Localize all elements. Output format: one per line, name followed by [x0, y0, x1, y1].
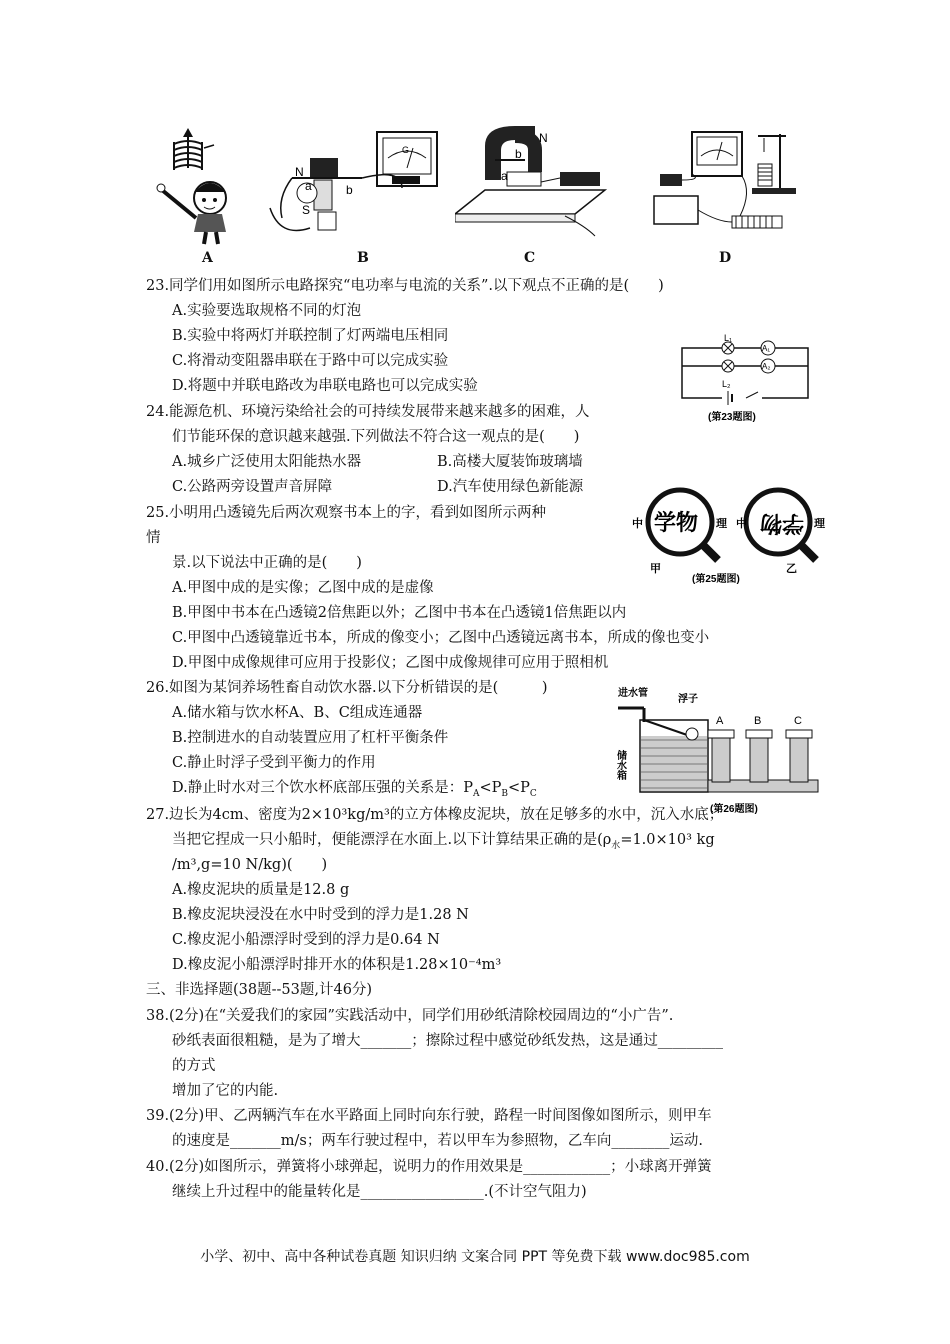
page-footer: 小学、初中、高中各种试卷真题 知识归纳 文案合同 PPT 等免费下载 www.doc985.com [200, 1249, 750, 1265]
q25-left-magnified-text: 学物 [654, 510, 699, 535]
q25-right-inverted-text: 学物 [759, 511, 804, 536]
q26-water-feeder-diagram [614, 680, 836, 816]
q23-option-c: C.将滑动变阻器串联在于路中可以完成实验 [172, 353, 449, 369]
q25-right-small-1: 中 [736, 518, 747, 530]
q24-option-b: B.高楼大厦装饰玻璃墙 [437, 454, 583, 470]
q27-line3: /m³,g=10 N/kg)( ) [172, 857, 328, 873]
q23-option-a: A.实验要选取规格不同的灯泡 [172, 303, 362, 319]
q25-right-small-2: 理 [814, 518, 825, 530]
section-3-heading: 三、非选择题(38题--53题,计46分) [146, 982, 373, 998]
q26-label-cup-c: C [794, 715, 802, 727]
q27-rho-subscript: 水 [611, 840, 621, 851]
q23-figure-caption: (第23题图) [708, 412, 756, 423]
q26-option-a: A.储水箱与饮水杯A、B、C组成连通器 [172, 705, 423, 721]
q25-left-small-2: 理 [716, 518, 727, 530]
q40-line2: 继续上升过程中的能量转化是_________________.(不计空气阻力) [172, 1184, 587, 1200]
q25-left-small-1: 中 [632, 518, 643, 530]
q26-label-inlet: 进水管 [618, 688, 648, 699]
figure-c-letter-n: N [539, 131, 548, 145]
figure-b-letter-a: a [305, 179, 312, 193]
q23-circuit-diagram [678, 332, 818, 424]
q38-line2: 砂纸表面很粗糙，是为了增大_______；擦除过程中感觉砂纸发热，这是通过_________ [172, 1033, 723, 1049]
q27-option-a: A.橡皮泥块的质量是12.8 g [172, 882, 350, 898]
q25-option-c: C.甲图中凸透镜靠近书本，所成的像变小；乙图中凸透镜远离书本，所成的像也变小 [172, 630, 710, 646]
q24-option-d: D.汽车使用绿色新能源 [437, 479, 584, 495]
q23-label-l1: L₁ [724, 333, 733, 343]
q27-option-d: D.橡皮泥小船漂浮时排开水的体积是1.28×10⁻⁴m³ [172, 957, 502, 973]
figure-c-motor [455, 126, 625, 241]
q25-figure-caption: (第25题图) [692, 574, 740, 584]
q24-stem-line1: 24.能源危机、环境污染给社会的可持续发展带来越来越多的困难，人 [146, 404, 590, 420]
q23-option-b: B.实验中将两灯并联控制了灯两端电压相同 [172, 328, 449, 344]
q38-line4: 增加了它的内能. [172, 1083, 279, 1099]
q25-label-yi: 乙 [786, 563, 797, 575]
figure-a-solenoid [148, 128, 248, 246]
figure-a-label: A [202, 250, 213, 266]
q25-option-b: B.甲图中书本在凸透镜2倍焦距以外；乙图中书本在凸透镜1倍焦距以内 [172, 605, 627, 621]
q24-option-c: C.公路两旁设置声音屏障 [172, 479, 333, 495]
svg-text:G: G [402, 145, 410, 155]
q26-label-float: 浮子 [678, 694, 698, 705]
figure-b-label: B [357, 250, 369, 266]
q23-stem: 23.同学们用如图所示电路探究“电功率与电流的关系”.以下观点不正确的是( ) [146, 278, 664, 294]
q25-stem-line2: 情 [146, 530, 161, 546]
q23-option-d: D.将题中并联电路改为串联电路也可以完成实验 [172, 378, 478, 394]
figure-b-letter-b: b [346, 183, 353, 197]
q26-option-b: B.控制进水的自动装置应用了杠杆平衡条件 [172, 730, 449, 746]
q27-option-b: B.橡皮泥块浸没在水中时受到的浮力是1.28 N [172, 907, 469, 923]
q26-label-cup-a: A [716, 715, 724, 727]
q26-option-d-sub-c: C [529, 788, 537, 799]
figure-c-letter-a: a [501, 169, 508, 183]
q26-label-tank: 储水箱 [614, 750, 626, 780]
q24-stem-line2: 们节能环保的意识越来越强.下列做法不符合这一观点的是( ) [172, 429, 580, 445]
q24-option-a: A.城乡广泛使用太阳能热水器 [172, 454, 362, 470]
q25-option-d: D.甲图中成像规律可应用于投影仪；乙图中成像规律可应用于照相机 [172, 655, 609, 671]
q23-label-a2: A₂ [762, 362, 771, 371]
q26-label-cup-b: B [754, 715, 762, 727]
q26-option-c: C.静止时浮子受到平衡力的作用 [172, 755, 376, 771]
q27-line1: 27.边长为4cm、密度为2×10³kg/m³的立方体橡皮泥块，放在足够多的水中，沉入水底； [146, 807, 724, 823]
q39-line2: 的速度是_______m/s；两车行驶过程中，若以甲车为参照物，乙车向________运动. [172, 1133, 703, 1149]
q40-line1: 40.(2分)如图所示，弹簧将小球弹起，说明力的作用效果是____________；小球离开弹簧 [146, 1159, 712, 1175]
figure-c-letter-b: b [515, 147, 522, 161]
q26-figure-caption: (第26题图) [710, 804, 758, 815]
q39-line1: 39.(2分)甲、乙两辆汽车在水平路面上同时向东行驶，路程一时间图像如图所示，则甲车 [146, 1108, 712, 1124]
figure-b-letter-s: S [302, 203, 311, 217]
q25-option-a: A.甲图中成的是实像；乙图中成的是虚像 [172, 580, 434, 596]
q25-label-jia: 甲 [650, 563, 661, 575]
q38-line3: 的方式 [172, 1058, 216, 1074]
figure-d-label: D [719, 250, 732, 266]
figure-b-generator [262, 128, 462, 238]
q38-line1: 38.(2分)在“关爱我们的家园”实践活动中，同学们用砂纸清除校园周边的“小广告”. [146, 1008, 674, 1024]
figure-b-letter-n: N [295, 165, 304, 179]
q23-label-l2: L₂ [722, 379, 731, 389]
q27-line2: 当把它捏成一只小船时，便能漂浮在水面上.以下计算结果正确的是($\rho_水=1.0\times 10^3$ kg [172, 832, 715, 851]
q26-option-d: D.静止时水对三个饮水杯底部压强的关系是：$P_A<P_B<P_C$ [172, 780, 537, 799]
q26-option-d-sub-a: A [472, 788, 480, 799]
q25-stem-line1: 25.小明用凸透镜先后两次观察书本上的字，看到如图所示两种 [146, 505, 547, 521]
q26-option-d-sub-b: B [501, 788, 509, 799]
figure-c-label: C [524, 250, 536, 266]
q25-magnifier-diagram [628, 484, 834, 584]
q23-label-a1: A₁ [762, 344, 771, 353]
figure-d-electromagnet [640, 124, 810, 242]
q25-stem-line3: 景.以下说法中正确的是( ) [172, 555, 362, 571]
q27-option-c: C.橡皮泥小船漂浮时受到的浮力是0.64 N [172, 932, 440, 948]
q26-stem: 26.如图为某饲养场牲畜自动饮水器.以下分析错误的是( ) [146, 680, 548, 696]
